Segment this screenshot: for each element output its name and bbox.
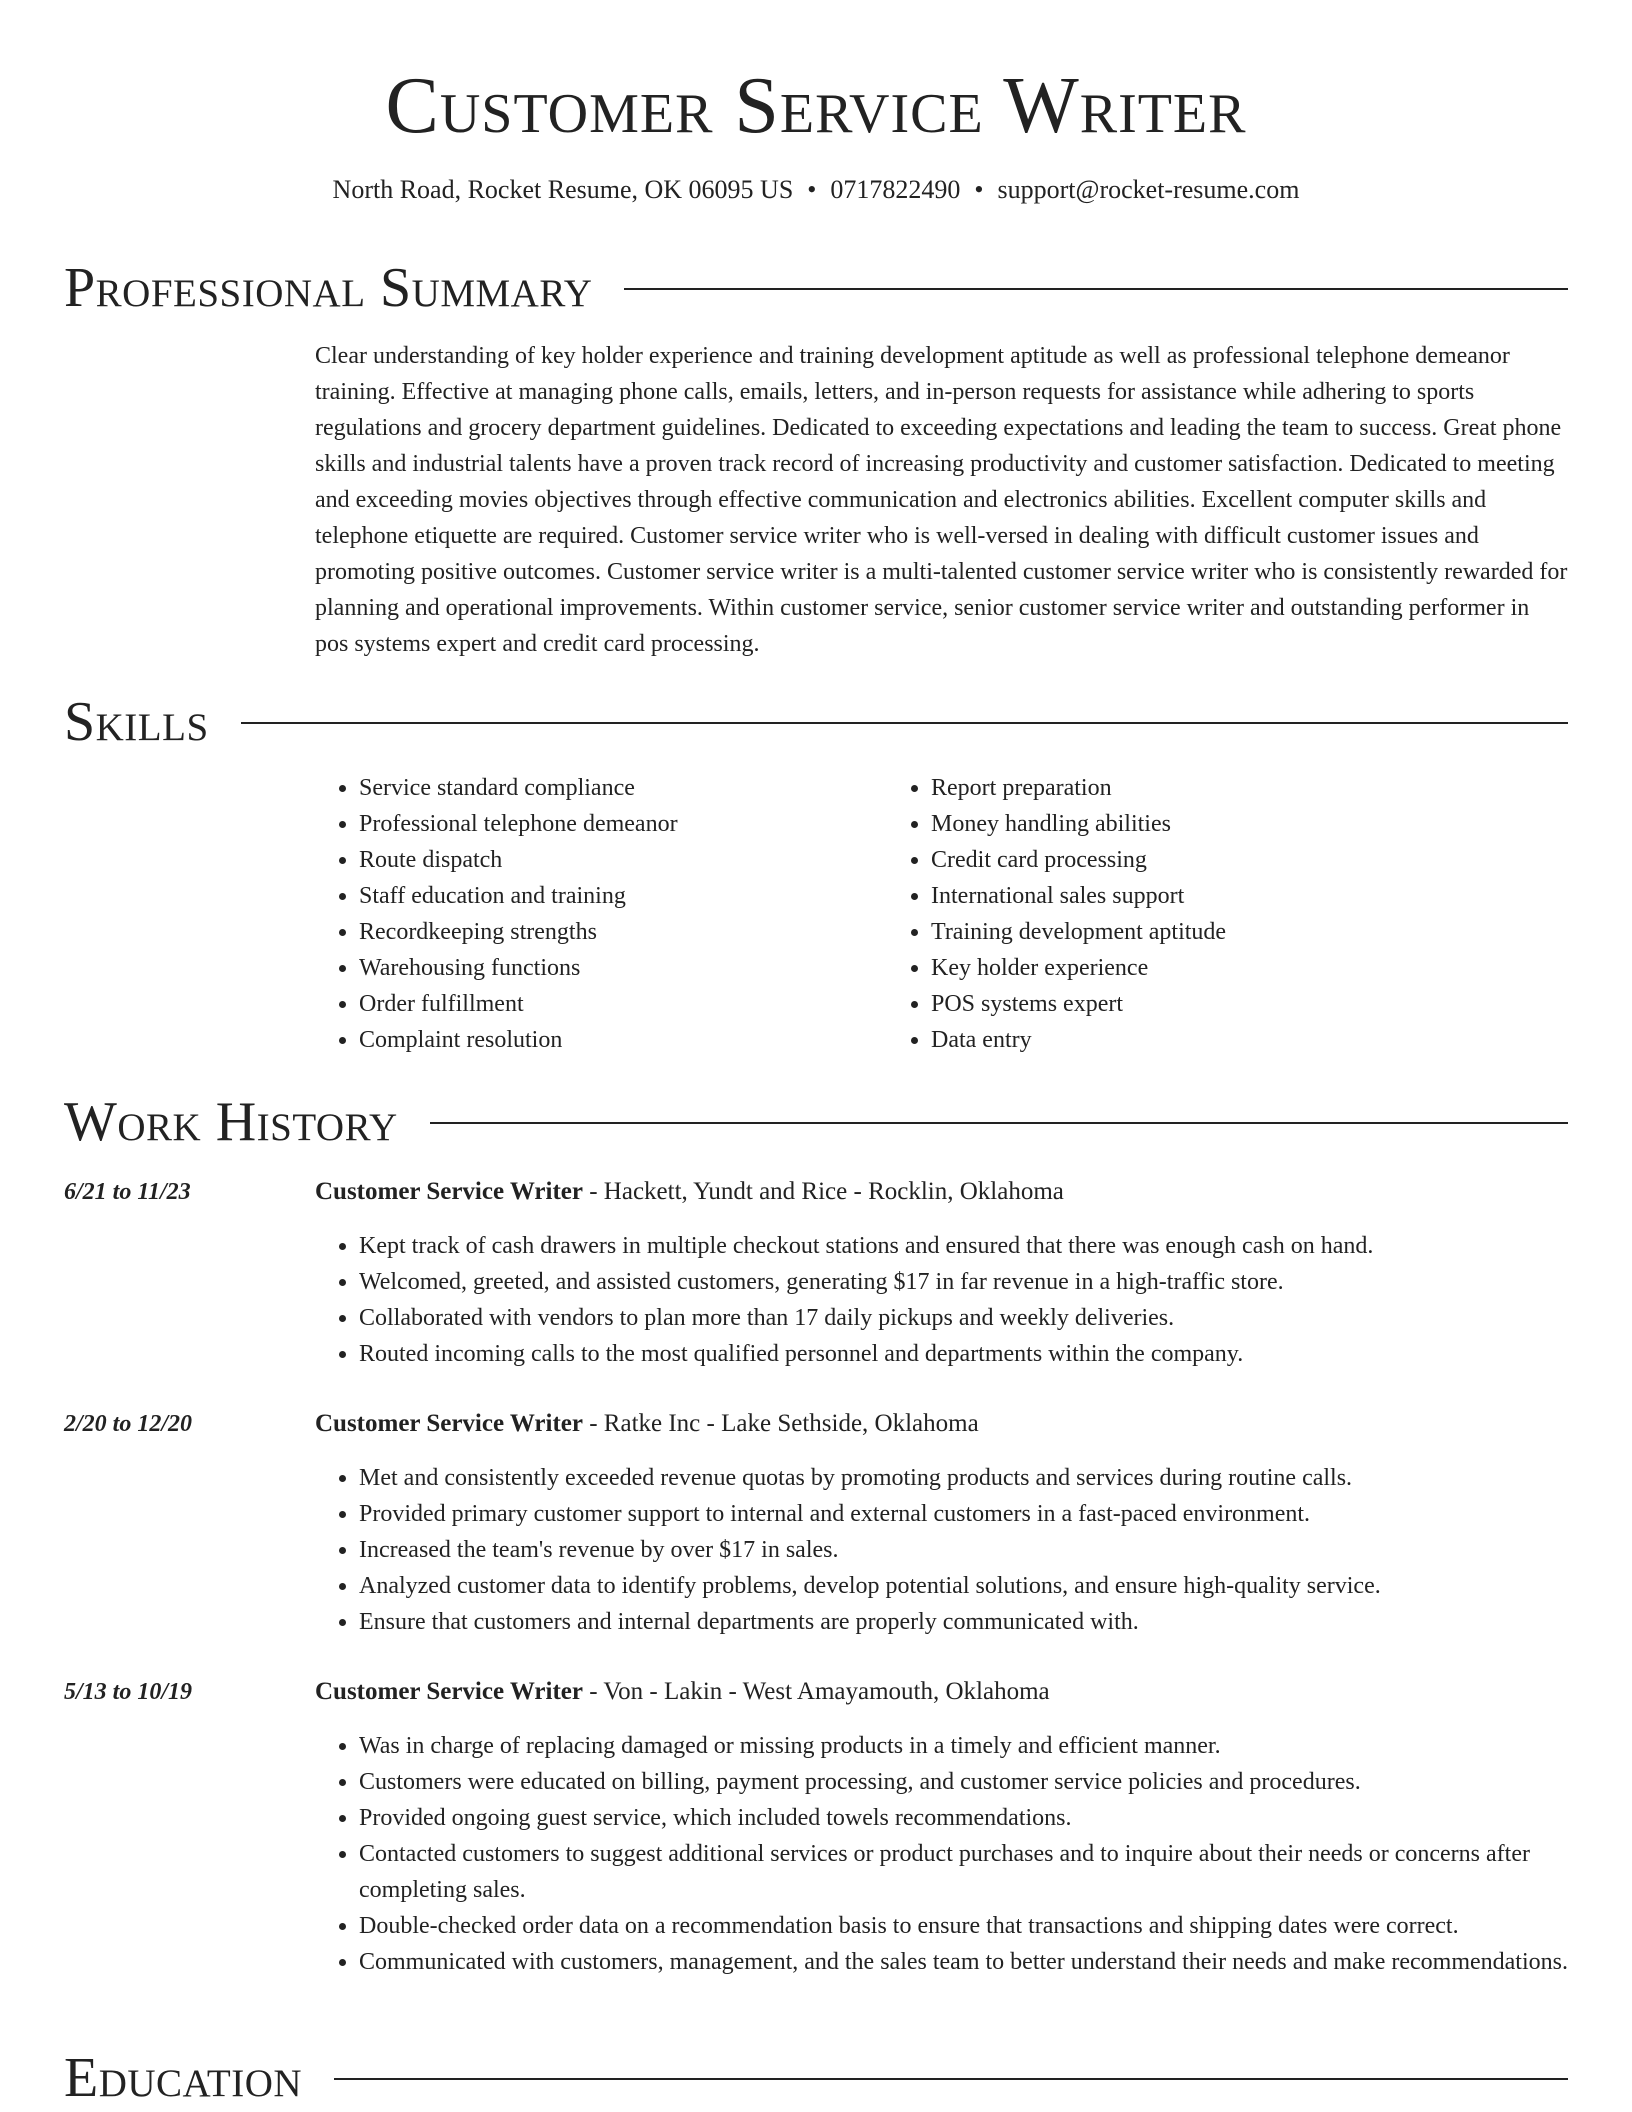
skill-item: • Warehousing functions bbox=[359, 950, 887, 986]
job-bullet: • Welcomed, greeted, and assisted customers, generating $17 in far revenue in a high-traffic store. bbox=[359, 1264, 1568, 1300]
job-bullet: • Increased the team's revenue by over $17 in sales. bbox=[359, 1532, 1568, 1568]
job-bullet: • Routed incoming calls to the most qualified personnel and departments within the company. bbox=[359, 1336, 1568, 1372]
job-bullet: • Collaborated with vendors to plan more than 17 daily pickups and weekly deliveries. bbox=[359, 1300, 1568, 1336]
job-bullet: • Analyzed customer data to identify problems, develop potential solutions, and ensure high-quality service. bbox=[359, 1568, 1568, 1604]
job-title-line bbox=[315, 1406, 979, 1442]
skill-item: • Staff education and training bbox=[359, 878, 887, 914]
job-bullet: • Communicated with customers, management, and the sales team to better understand their needs and make recommendations. bbox=[359, 1944, 1568, 1980]
job-company: - Ratke Inc - Lake Sethside, Oklahoma bbox=[582, 1410, 979, 1437]
skill-item: • Service standard compliance bbox=[359, 770, 887, 806]
job-dates: 6/21 to 11/23 bbox=[64, 1179, 191, 1205]
section-divider bbox=[624, 288, 1568, 290]
contact-separator: • bbox=[974, 175, 984, 204]
skill-item: • Recordkeeping strengths bbox=[359, 914, 887, 950]
skills-column-right bbox=[887, 770, 1459, 1058]
skill-item: • Credit card processing bbox=[931, 842, 1459, 878]
contact-line bbox=[64, 172, 1568, 208]
job-title-line bbox=[315, 1174, 1064, 1210]
professional-summary-text: Clear understanding of key holder experience and training development aptitude as well as professional telephone demeanor training. Effective at managing phone calls, emails, letters, and in-person requests for assistance while adhering to sports regulations and grocery department guidelines. Dedicated to exceeding expectations and leading the team to success. Great phone skills and industrial talents have a proven track record of increasing productivity and customer satisfaction. Dedicated to meeting and exceeding movies objectives through effective communication and electronics abilities. Excellent computer skills and telephone etiquette are required. Customer service writer who is well-versed in dealing with difficult customer issues and promoting positive outcomes. Customer service writer is a multi-talented customer service writer who is consistently rewarded for planning and operational improvements. Within customer service, senior customer service writer and outstanding performer in pos systems expert and credit card processing. bbox=[315, 343, 1568, 657]
job-bullet: • Double-checked order data on a recommendation basis to ensure that transactions and shipping dates were correct. bbox=[359, 1908, 1568, 1944]
job-bullet: • Ensure that customers and internal departments are properly communicated with. bbox=[359, 1604, 1568, 1640]
resume-name: Customer Service Writer bbox=[385, 62, 1247, 150]
job-title: Customer Service Writer bbox=[315, 1178, 583, 1205]
section-title-summary: Professional Summary bbox=[64, 257, 593, 319]
contact-phone: 0717822490 bbox=[830, 175, 961, 204]
section-header-skills bbox=[64, 690, 1568, 754]
job-title-line bbox=[315, 1674, 1050, 1710]
skill-item: • Complaint resolution bbox=[359, 1022, 887, 1058]
job-bullets bbox=[315, 1228, 1568, 1372]
section-title-education: Education bbox=[64, 2047, 303, 2109]
skill-item: • Data entry bbox=[931, 1022, 1459, 1058]
contact-email: support@rocket-resume.com bbox=[997, 175, 1300, 204]
job-bullets bbox=[315, 1728, 1568, 1980]
job-company: - Hackett, Yundt and Rice - Rocklin, Oklahoma bbox=[582, 1178, 1064, 1205]
job-dates: 2/20 to 12/20 bbox=[64, 1411, 193, 1437]
skills-list bbox=[315, 770, 1568, 1058]
contact-separator: • bbox=[807, 175, 817, 204]
job-dates: 5/13 to 10/19 bbox=[64, 1679, 193, 1705]
section-header-summary bbox=[64, 256, 1568, 320]
skill-item: • Money handling abilities bbox=[931, 806, 1459, 842]
job-title: Customer Service Writer bbox=[315, 1410, 583, 1437]
job-bullet: • Contacted customers to suggest additional services or product purchases and to inquire about their needs or concerns after completing sales. bbox=[359, 1836, 1568, 1908]
skill-item: • Key holder experience bbox=[931, 950, 1459, 986]
job-bullet: • Kept track of cash drawers in multiple checkout stations and ensured that there was enough cash on hand. bbox=[359, 1228, 1568, 1264]
job-company: - Von - Lakin - West Amayamouth, Oklahoma bbox=[582, 1678, 1050, 1705]
skill-item: • Professional telephone demeanor bbox=[359, 806, 887, 842]
skill-item: • Report preparation bbox=[931, 770, 1459, 806]
section-divider bbox=[241, 722, 1568, 724]
skill-item: • Route dispatch bbox=[359, 842, 887, 878]
skill-item: • Order fulfillment bbox=[359, 986, 887, 1022]
section-header-work-history bbox=[64, 1090, 1568, 1154]
skill-item: • Training development aptitude bbox=[931, 914, 1459, 950]
job-title: Customer Service Writer bbox=[315, 1678, 583, 1705]
section-divider bbox=[430, 1122, 1568, 1124]
job-bullet: • Customers were educated on billing, payment processing, and customer service policies and procedures. bbox=[359, 1764, 1568, 1800]
job-bullet: • Provided primary customer support to internal and external customers in a fast-paced environment. bbox=[359, 1496, 1568, 1532]
contact-address: North Road, Rocket Resume, OK 06095 US bbox=[332, 175, 794, 204]
job-bullets bbox=[315, 1460, 1568, 1640]
section-header-education bbox=[64, 2046, 1568, 2110]
job-bullet: • Met and consistently exceeded revenue quotas by promoting products and services during routine calls. bbox=[359, 1460, 1568, 1496]
job-bullet: • Was in charge of replacing damaged or missing products in a timely and efficient manner. bbox=[359, 1728, 1568, 1764]
skill-item: • International sales support bbox=[931, 878, 1459, 914]
section-title-work-history: Work History bbox=[64, 1091, 398, 1153]
job-bullet: • Provided ongoing guest service, which included towels recommendations. bbox=[359, 1800, 1568, 1836]
skill-item: • POS systems expert bbox=[931, 986, 1459, 1022]
section-title-skills: Skills bbox=[64, 691, 209, 753]
skills-column-left bbox=[315, 770, 887, 1058]
section-divider bbox=[334, 2078, 1568, 2080]
